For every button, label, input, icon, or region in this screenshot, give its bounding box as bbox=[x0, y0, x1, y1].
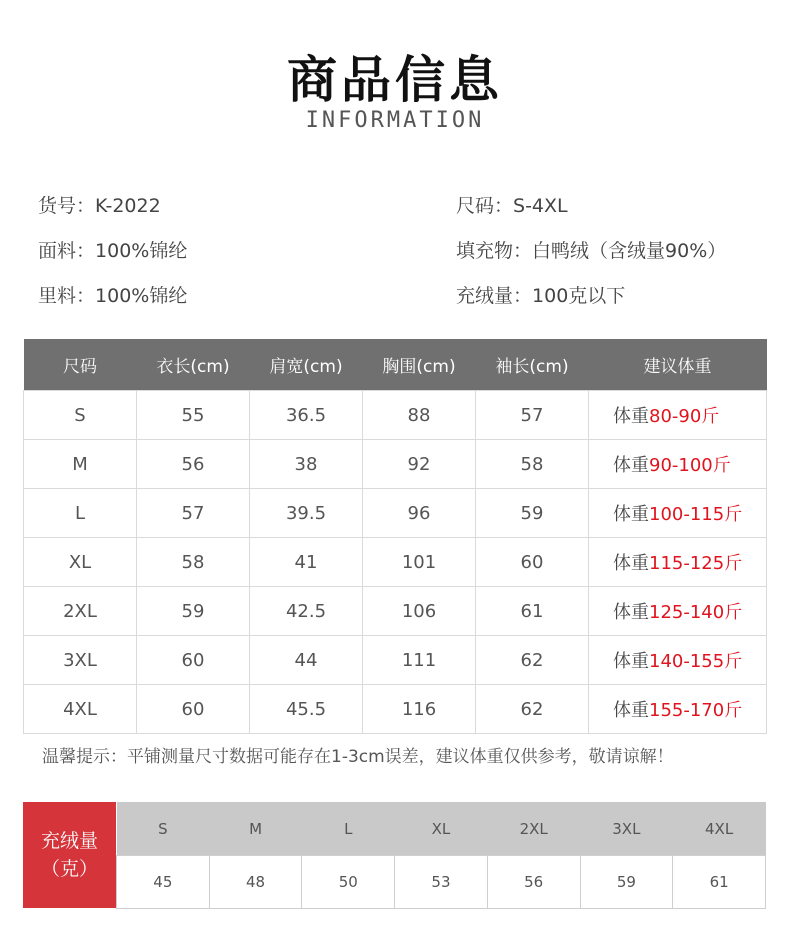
cell-shoulder: 44 bbox=[250, 636, 363, 685]
column-header: S bbox=[117, 802, 210, 856]
cell-weight bbox=[589, 636, 767, 685]
cell-length: 57 bbox=[137, 489, 250, 538]
cell-chest: 88 bbox=[363, 391, 476, 440]
weight-prefix: 体重 bbox=[613, 553, 649, 574]
column-header: 2XL bbox=[487, 802, 580, 856]
info-value: 100%锦纶 bbox=[95, 285, 188, 307]
info-value: 100克以下 bbox=[532, 285, 626, 307]
cell-length: 55 bbox=[137, 391, 250, 440]
column-header: 4XL bbox=[673, 802, 766, 856]
cell-length: 60 bbox=[137, 636, 250, 685]
cell-sleeve: 58 bbox=[476, 440, 589, 489]
cell-weight bbox=[589, 489, 767, 538]
info-label: 货号： bbox=[38, 195, 96, 217]
cell-size: 4XL bbox=[24, 685, 137, 734]
cell-length: 56 bbox=[137, 440, 250, 489]
table-row bbox=[24, 685, 767, 734]
table-row bbox=[24, 440, 767, 489]
fill-weight-label bbox=[23, 802, 116, 908]
cell-size: 2XL bbox=[24, 587, 137, 636]
fill-weight-table bbox=[116, 802, 766, 909]
info-value: 白鸭绒（含绒量90%） bbox=[532, 240, 727, 262]
weight-range: 100-115斤 bbox=[649, 504, 743, 525]
fill-weight-label-unit: （克） bbox=[40, 858, 98, 880]
weight-range: 115-125斤 bbox=[649, 553, 743, 574]
column-header: 3XL bbox=[580, 802, 673, 856]
weight-range: 90-100斤 bbox=[649, 455, 731, 476]
info-label: 充绒量： bbox=[456, 285, 533, 307]
weight-prefix: 体重 bbox=[613, 504, 649, 525]
size-chart-table bbox=[23, 339, 767, 734]
cell-shoulder: 39.5 bbox=[250, 489, 363, 538]
table-row bbox=[24, 391, 767, 440]
cell-sleeve: 57 bbox=[476, 391, 589, 440]
page-subtitle: INFORMATION bbox=[305, 108, 485, 133]
cell-length: 60 bbox=[137, 685, 250, 734]
cell-sleeve: 60 bbox=[476, 538, 589, 587]
fill-weight-header-row bbox=[117, 802, 766, 856]
weight-prefix: 体重 bbox=[613, 602, 649, 623]
table-row bbox=[117, 856, 766, 909]
info-item-article-no bbox=[38, 193, 161, 219]
cell-shoulder: 41 bbox=[250, 538, 363, 587]
weight-prefix: 体重 bbox=[613, 651, 649, 672]
column-header: L bbox=[302, 802, 395, 856]
cell-fill-weight: 53 bbox=[395, 856, 488, 909]
cell-weight bbox=[589, 391, 767, 440]
cell-shoulder: 42.5 bbox=[250, 587, 363, 636]
cell-chest: 111 bbox=[363, 636, 476, 685]
column-header: 尺码 bbox=[24, 339, 137, 391]
cell-fill-weight: 59 bbox=[580, 856, 673, 909]
cell-chest: 101 bbox=[363, 538, 476, 587]
cell-weight bbox=[589, 440, 767, 489]
column-header: 肩宽(cm) bbox=[250, 339, 363, 391]
info-item-fill-weight bbox=[456, 283, 625, 309]
cell-length: 58 bbox=[137, 538, 250, 587]
info-item-fabric bbox=[38, 238, 187, 264]
cell-size: XL bbox=[24, 538, 137, 587]
cell-fill-weight: 50 bbox=[302, 856, 395, 909]
column-header: 衣长(cm) bbox=[137, 339, 250, 391]
info-label: 填充物： bbox=[456, 240, 533, 262]
table-row bbox=[24, 636, 767, 685]
cell-fill-weight: 61 bbox=[673, 856, 766, 909]
weight-prefix: 体重 bbox=[613, 455, 649, 476]
page-title: 商品信息 bbox=[287, 51, 503, 109]
cell-length: 59 bbox=[137, 587, 250, 636]
column-header: 建议体重 bbox=[589, 339, 767, 391]
column-header: 袖长(cm) bbox=[476, 339, 589, 391]
info-label: 面料： bbox=[38, 240, 96, 262]
info-label: 里料： bbox=[38, 285, 96, 307]
cell-weight bbox=[589, 587, 767, 636]
weight-range: 80-90斤 bbox=[649, 406, 720, 427]
info-item-lining bbox=[38, 283, 187, 309]
weight-range: 155-170斤 bbox=[649, 700, 743, 721]
cell-size: 3XL bbox=[24, 636, 137, 685]
weight-prefix: 体重 bbox=[613, 700, 649, 721]
size-chart-header-row bbox=[24, 339, 767, 391]
cell-chest: 92 bbox=[363, 440, 476, 489]
measurement-note: 温馨提示：平铺测量尺寸数据可能存在1-3cm误差，建议体重仅供参考，敬请谅解！ bbox=[42, 747, 674, 767]
cell-weight bbox=[589, 538, 767, 587]
weight-prefix: 体重 bbox=[613, 406, 649, 427]
cell-size: M bbox=[24, 440, 137, 489]
cell-sleeve: 62 bbox=[476, 685, 589, 734]
table-row bbox=[24, 489, 767, 538]
info-value: S-4XL bbox=[513, 195, 568, 217]
column-header: XL bbox=[395, 802, 488, 856]
table-row bbox=[24, 587, 767, 636]
cell-fill-weight: 56 bbox=[487, 856, 580, 909]
cell-sleeve: 59 bbox=[476, 489, 589, 538]
cell-chest: 96 bbox=[363, 489, 476, 538]
column-header: M bbox=[209, 802, 302, 856]
column-header: 胸围(cm) bbox=[363, 339, 476, 391]
cell-chest: 106 bbox=[363, 587, 476, 636]
table-row bbox=[24, 538, 767, 587]
cell-sleeve: 62 bbox=[476, 636, 589, 685]
info-label: 尺码： bbox=[456, 195, 514, 217]
cell-size: L bbox=[24, 489, 137, 538]
info-value: 100%锦纶 bbox=[95, 240, 188, 262]
cell-fill-weight: 45 bbox=[117, 856, 210, 909]
cell-fill-weight: 48 bbox=[209, 856, 302, 909]
cell-chest: 116 bbox=[363, 685, 476, 734]
info-value: K-2022 bbox=[95, 195, 161, 217]
info-item-size bbox=[456, 193, 568, 219]
cell-shoulder: 38 bbox=[250, 440, 363, 489]
cell-size: S bbox=[24, 391, 137, 440]
cell-shoulder: 36.5 bbox=[250, 391, 363, 440]
cell-weight bbox=[589, 685, 767, 734]
weight-range: 140-155斤 bbox=[649, 651, 743, 672]
weight-range: 125-140斤 bbox=[649, 602, 743, 623]
fill-weight-label-title: 充绒量 bbox=[40, 830, 98, 852]
info-item-filling bbox=[456, 238, 726, 264]
cell-shoulder: 45.5 bbox=[250, 685, 363, 734]
cell-sleeve: 61 bbox=[476, 587, 589, 636]
